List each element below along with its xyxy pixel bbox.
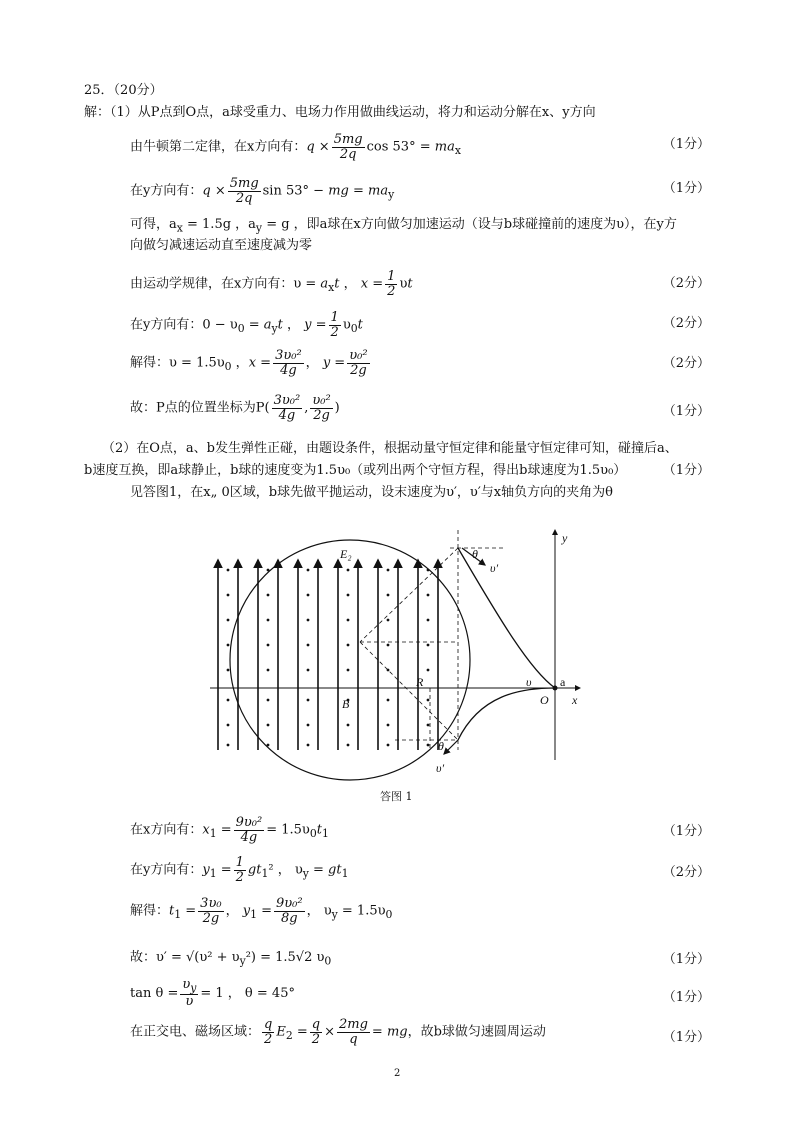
score: （1分） xyxy=(662,1030,710,1045)
eq-b-solve: 解得：$t_1$ = $\frac{\text{3υ₀}}{2g}$ ， $y_1$ = $\frac{\text{9υ₀²}}{8g}$ ， $\upsilon_y = 1.5\upsilon_0$ xyxy=(130,896,393,926)
eq-b-y: 在y方向有：$y_1$ = $\frac{1}{2}$ $gt_1^2$ ， $\upsilon_y = gt_1$ xyxy=(130,855,349,885)
score: （1分） xyxy=(662,404,710,419)
label-y: y xyxy=(562,531,568,545)
label-e2: E₂ xyxy=(340,547,352,561)
label-theta-top: θ xyxy=(472,547,478,561)
eq-kinematic-x: 由运动学规律，在x方向有：$\upsilon = a_xt$ ， x = $\frac{1}{2}$ υt xyxy=(130,269,413,299)
score: （1分） xyxy=(662,824,710,839)
result-accel-cont: 向做匀减速运动直至速度减为零 xyxy=(130,238,313,253)
page-number: 2 xyxy=(394,1068,401,1079)
score: （1分） xyxy=(662,181,710,196)
label-x: x xyxy=(572,693,578,707)
label-theta-bottom: θ xyxy=(438,739,444,753)
score: （1分） xyxy=(662,463,710,478)
part1-intro: 解：（1）从P点到O点，a球受重力、电场力作用做曲线运动，将力和运动分解在x、y方向 xyxy=(84,105,596,120)
part2-p3: 见答图1，在x„ 0区域，b球先做平抛运动，设末速度为υ′，υ′与x轴负方向的夹角为θ xyxy=(130,485,613,500)
label-r: R xyxy=(416,675,424,689)
eq-b-x: 在x方向有：$x_1$ = $\frac{\text{9υ₀²}}{4g}$ = $1.5\upsilon_0t_1$ xyxy=(130,815,329,845)
label-vprime-bottom: υ′ xyxy=(436,761,445,775)
label-vprime-top: υ′ xyxy=(490,561,499,575)
figure-caption: 答图 1 xyxy=(380,790,413,803)
score: （1分） xyxy=(662,137,710,152)
score: （1分） xyxy=(662,952,710,967)
eq-newton-x: 由牛顿第二定律，在x方向有：q × $\frac{5mg}{2q}$ $\cos 53^\circ = ma_x$ xyxy=(130,132,461,162)
eq-newton-y: 在y方向有：q × $\frac{5mg}{2q}$ sin 53° − mg = $ma_y$ xyxy=(130,176,395,206)
eq-field-region: 在正交电、磁场区域： $\frac{q}{2}$ $E_2$ = $\frac{q}{2}$ × $\frac{2mg}{q}$ = mg，故b球做匀速圆周运动 xyxy=(130,1017,546,1047)
figure-answer-1 xyxy=(200,520,600,800)
label-a: a xyxy=(560,675,566,689)
score: （1分） xyxy=(662,990,710,1005)
score: （2分） xyxy=(662,356,710,371)
result-accel: 可得，$a_x = 1.5g$ ，$a_y = g$ ，即a球在x方向做匀加速运动（设与b球碰撞前的速度为υ），在y方 xyxy=(130,217,677,235)
eq-b-speed: 故：$\upsilon' = √(\upsilon^2 + \upsilon_y^2) = 1.5√2$ $\upsilon_0$ xyxy=(130,950,332,968)
score: （2分） xyxy=(662,276,710,291)
eq-position: 故：P点的位置坐标为P( $\frac{\text{3υ₀²}}{4g}$ , $\frac{\text{υ₀²}}{2g}$ ) xyxy=(130,393,340,423)
question-number: 25．（20分） xyxy=(84,83,163,98)
label-v: υ xyxy=(526,675,532,689)
eq-solve-1: 解得：$\upsilon = 1.5\upsilon_0$ ，x = $\frac{\text{3υ₀²}}{4g}$ ， y = $\frac{\text{υ₀²}}{2g}$ xyxy=(130,348,368,378)
part2-p2: b速度互换，即a球静止，b球的速度变为1.5υ₀（或列出两个守恒方程，得出b球速度为1.5υ₀） xyxy=(84,463,627,478)
eq-kinematic-y: 在y方向有：$0 - \upsilon_0 = a_yt$ ， y = $\frac{1}{2}$ $\upsilon_0t$ xyxy=(130,310,363,340)
label-o: O xyxy=(540,693,549,707)
eq-b-angle: tan θ = $\frac{\upsilon_y}{\upsilon}$ = 1 ， θ = 45° xyxy=(130,977,295,1009)
score: （2分） xyxy=(662,316,710,331)
part2-p1: （2）在O点，a、b发生弹性正碰，由题设条件，根据动量守恒定律和能量守恒定律可知，碰撞后a、 xyxy=(102,441,678,456)
score: （2分） xyxy=(662,865,710,880)
label-b: B xyxy=(342,697,350,711)
